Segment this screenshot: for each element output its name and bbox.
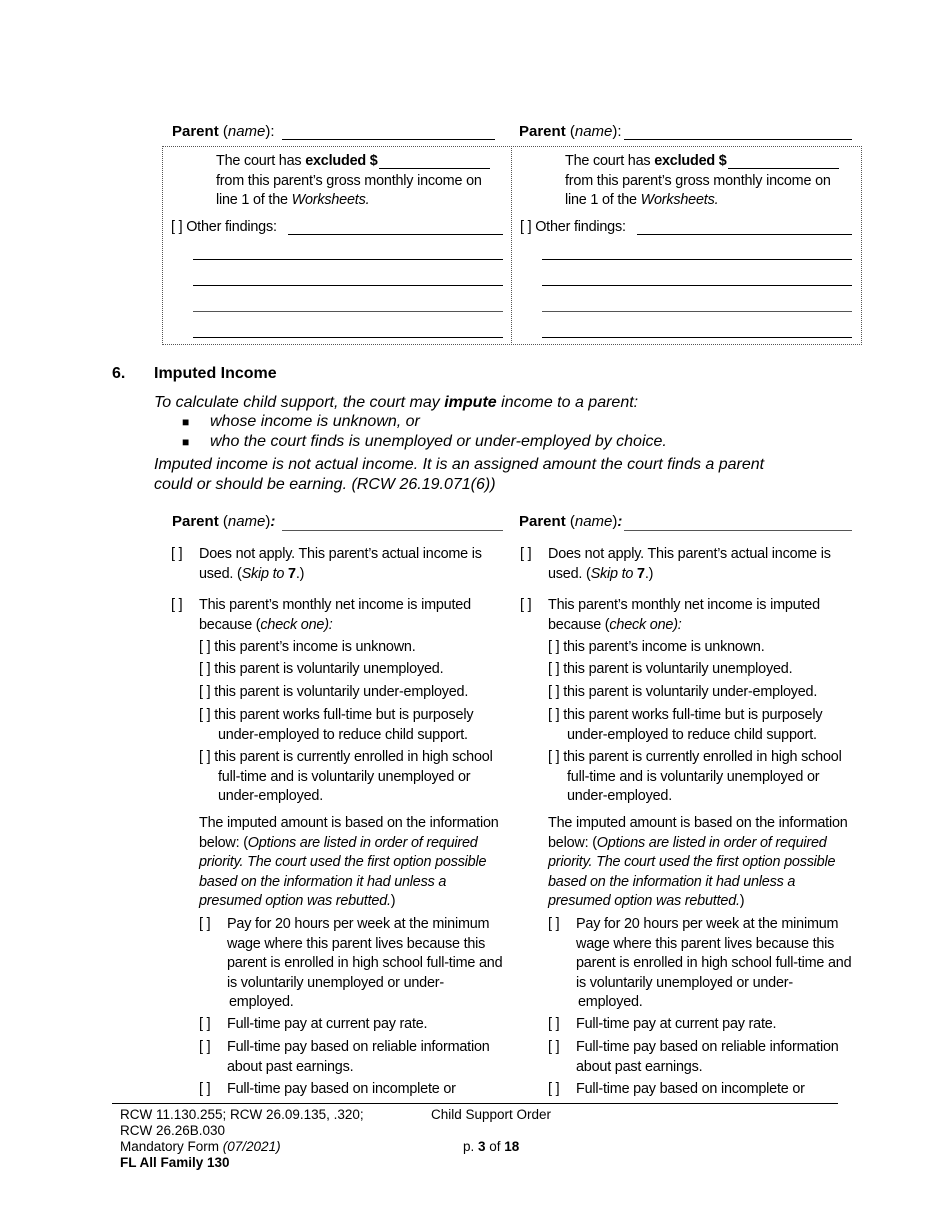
parent-name-field[interactable] <box>282 530 503 531</box>
reason-unknown-checkbox[interactable]: [ ] this parent’s income is unknown. <box>199 639 416 655</box>
section-number: 6. <box>112 365 126 382</box>
option-min-wage-checkbox[interactable]: [ ] <box>548 916 560 932</box>
section-title: Imputed Income <box>154 365 277 382</box>
right-parent-label: Parent (name): <box>519 123 622 140</box>
bullet-text: whose income is unknown, or <box>210 413 420 430</box>
footer-divider <box>112 1103 838 1104</box>
right-findings-line[interactable] <box>542 259 852 260</box>
option-current-pay-checkbox[interactable]: [ ] <box>548 1016 560 1032</box>
option-past-earnings-checkbox[interactable]: [ ] <box>199 1039 211 1055</box>
left-findings-line[interactable] <box>193 311 503 312</box>
left-parent-name-field[interactable] <box>282 139 495 140</box>
option-incomplete-info-text: Full-time pay based on incomplete or <box>227 1081 456 1097</box>
option-current-pay-text: Full-time pay at current pay rate. <box>227 1016 428 1032</box>
does-not-apply-text: Does not apply. This parent’s actual income is used. (Skip to 7.) <box>548 546 831 582</box>
left-other-findings-checkbox[interactable]: [ ] Other findings: <box>171 219 277 235</box>
option-incomplete-info-text: Full-time pay based on incomplete or <box>576 1081 805 1097</box>
left-findings-line[interactable] <box>193 337 503 338</box>
right-findings-line[interactable] <box>542 337 852 338</box>
right-excluded-amount-field[interactable] <box>728 168 839 169</box>
reason-unemployed-checkbox[interactable]: [ ] this parent is voluntarily unemployed. <box>548 661 793 677</box>
right-other-findings-checkbox[interactable]: [ ] Other findings: <box>520 219 626 235</box>
parent-label: Parent (name): <box>519 513 623 530</box>
left-other-findings-line[interactable] <box>288 234 503 235</box>
findings-box-divider <box>511 146 512 343</box>
does-not-apply-text: Does not apply. This parent’s actual income is used. (Skip to 7.) <box>199 546 482 582</box>
footer-doc-title: Child Support Order <box>431 1107 552 1122</box>
left-excluded-text: The court has excluded $ from this parent’s gross monthly income on line 1 of the Worksheets. <box>216 153 482 208</box>
option-min-wage-text: Pay for 20 hours per week at the minimum wage where this parent lives because this parent is enrolled in high school full-time and is voluntarily unemployed or under- employed. <box>227 916 503 1010</box>
imputed-checkbox[interactable]: [ ] <box>520 597 532 613</box>
option-current-pay-checkbox[interactable]: [ ] <box>199 1016 211 1032</box>
imputed-text: This parent’s monthly net income is imputed because (check one): <box>199 597 471 633</box>
reason-underemployed-checkbox[interactable]: [ ] this parent is voluntarily under-employed. <box>199 684 469 700</box>
parent-name-field[interactable] <box>624 530 852 531</box>
option-incomplete-info-checkbox[interactable]: [ ] <box>548 1081 560 1097</box>
bullet-icon: ■ <box>182 415 190 429</box>
option-min-wage-text: Pay for 20 hours per week at the minimum wage where this parent lives because this parent is enrolled in high school full-time and is voluntarily unemployed or under- employed. <box>576 916 852 1010</box>
left-findings-line[interactable] <box>193 259 503 260</box>
imputed-checkbox[interactable]: [ ] <box>171 597 183 613</box>
right-excluded-text: The court has excluded $ from this parent’s gross monthly income on line 1 of the Worksheets. <box>565 153 831 208</box>
option-current-pay-text: Full-time pay at current pay rate. <box>576 1016 777 1032</box>
right-findings-line[interactable] <box>542 311 852 312</box>
right-findings-line[interactable] <box>542 285 852 286</box>
parent-label: Parent (name): <box>172 513 276 530</box>
right-other-findings-line[interactable] <box>637 234 852 235</box>
imputed-text: This parent’s monthly net income is imputed because (check one): <box>548 597 820 633</box>
reason-high-school-checkbox[interactable]: [ ] this parent is currently enrolled in high school full-time and is voluntarily unemployed or under-employed. <box>548 749 842 804</box>
left-excluded-amount-field[interactable] <box>379 168 490 169</box>
bullet-text: who the court finds is unemployed or under-employed by choice. <box>210 433 667 450</box>
option-incomplete-info-checkbox[interactable]: [ ] <box>199 1081 211 1097</box>
option-past-earnings-checkbox[interactable]: [ ] <box>548 1039 560 1055</box>
reason-purposely-underemployed-checkbox[interactable]: [ ] this parent works full-time but is purposely under-employed to reduce child support. <box>199 707 474 743</box>
reason-high-school-checkbox[interactable]: [ ] this parent is currently enrolled in high school full-time and is voluntarily unemployed or under-employed. <box>199 749 493 804</box>
reason-underemployed-checkbox[interactable]: [ ] this parent is voluntarily under-employed. <box>548 684 818 700</box>
option-min-wage-checkbox[interactable]: [ ] <box>199 916 211 932</box>
does-not-apply-checkbox[interactable]: [ ] <box>171 546 183 562</box>
reason-unknown-checkbox[interactable]: [ ] this parent’s income is unknown. <box>548 639 765 655</box>
bullet-icon: ■ <box>182 435 190 449</box>
right-parent-name-field[interactable] <box>624 139 852 140</box>
left-findings-line[interactable] <box>193 285 503 286</box>
basis-text: The imputed amount is based on the information below: (Options are listed in order of required priority. The court used the first option possible based on the information it had unless a presumed option was rebutted.) <box>548 815 848 909</box>
does-not-apply-checkbox[interactable]: [ ] <box>520 546 532 562</box>
left-parent-label: Parent (name): <box>172 123 275 140</box>
reason-unemployed-checkbox[interactable]: [ ] this parent is voluntarily unemployed. <box>199 661 444 677</box>
option-past-earnings-text: Full-time pay based on reliable information about past earnings. <box>227 1039 490 1075</box>
section-intro: To calculate child support, the court may impute income to a parent: <box>154 394 639 411</box>
section-note: Imputed income is not actual income. It is an assigned amount the court finds a parent could or should be earning. (RCW 26.19.071(6)) <box>154 456 765 493</box>
footer-citation: RCW 11.130.255; RCW 26.09.135, .320; RCW 26.26B.030 Mandatory Form (07/2021) FL All Family 130 <box>120 1107 364 1170</box>
page-number: p. 3 of 18 <box>463 1139 520 1154</box>
basis-text: The imputed amount is based on the information below: (Options are listed in order of required priority. The court used the first option possible based on the information it had unless a presumed option was rebutted.) <box>199 815 499 909</box>
option-past-earnings-text: Full-time pay based on reliable information about past earnings. <box>576 1039 839 1075</box>
reason-purposely-underemployed-checkbox[interactable]: [ ] this parent works full-time but is purposely under-employed to reduce child support. <box>548 707 823 743</box>
